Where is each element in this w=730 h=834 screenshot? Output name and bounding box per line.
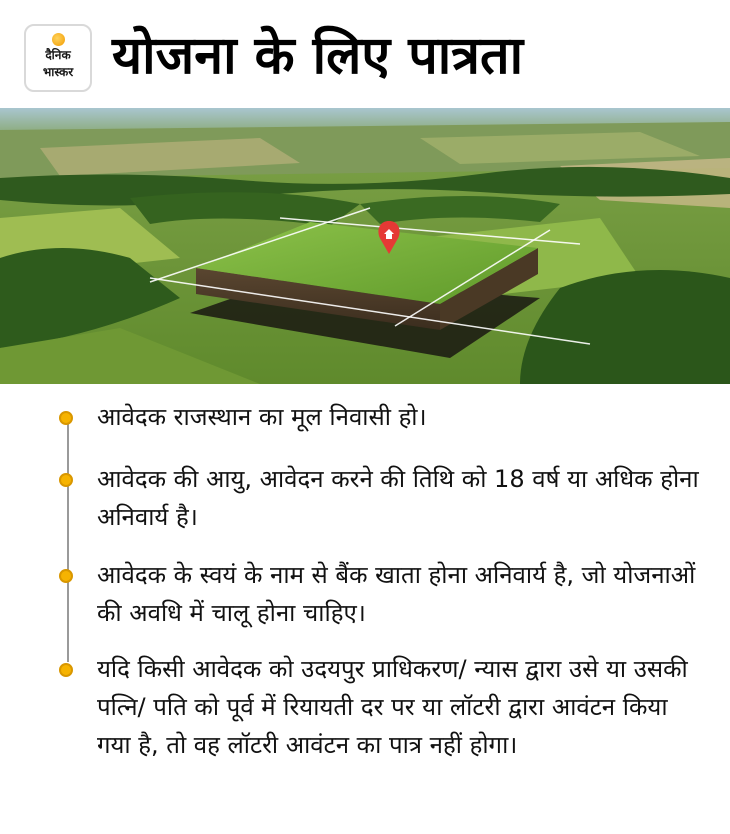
list-item-text: आवेदक के स्वयं के नाम से बैंक खाता होना अनिवार्य है, जो योजनाओं की अवधि में चालू होना चाहिए। (97, 561, 696, 627)
logo-line-1: दैनिक (45, 48, 71, 62)
dainik-bhaskar-logo (24, 24, 92, 92)
list-item-text: आवेदक की आयु, आवेदन करने की तिथि को 18 वर्ष या अधिक होना अनिवार्य है। (97, 465, 699, 531)
page-title: योजना के लिए पात्रता (112, 26, 524, 86)
bullet-dot-icon (59, 569, 73, 583)
sun-icon (52, 33, 65, 46)
bullet-dot-icon (59, 473, 73, 487)
logo-line-2: भास्कर (42, 65, 74, 79)
land-plot-illustration (0, 108, 730, 384)
list-item-text: आवेदक राजस्थान का मूल निवासी हो। (97, 403, 427, 431)
eligibility-list (0, 384, 730, 834)
timeline-line (67, 418, 69, 662)
list-item-text: यदि किसी आवेदक को उदयपुर प्राधिकरण/ न्यास द्वारा उसे या उसकी पत्नि/ पति को पूर्व में रियायती दर पर या लॉटरी द्वारा आवंटन किया गया है, तो वह लॉटरी आवंटन का पात्र नहीं होगा। (97, 655, 688, 759)
bullet-dot-icon (59, 663, 73, 677)
bullet-dot-icon (59, 411, 73, 425)
header (0, 0, 730, 108)
